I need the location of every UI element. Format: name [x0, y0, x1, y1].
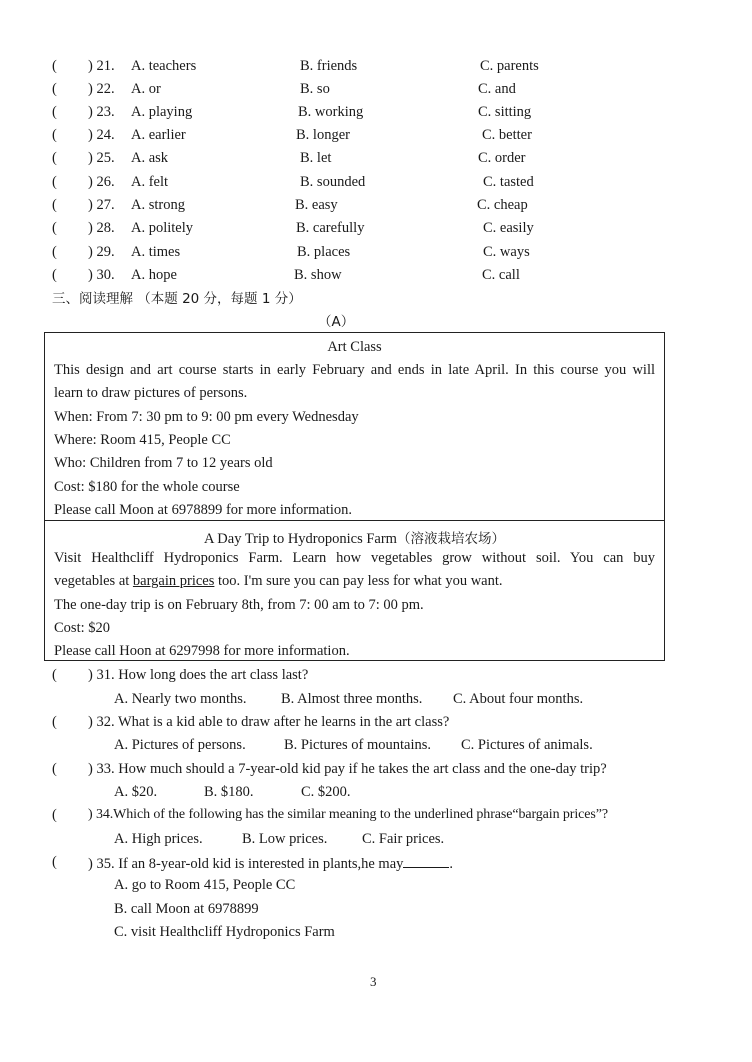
cloze-item — [0, 197, 752, 219]
answer-paren: ( — [52, 714, 75, 730]
cloze-item — [0, 267, 752, 289]
option-b: B. easy — [295, 197, 338, 213]
section-heading: 三、阅读理解 （本题 20 分，每题 1 分） — [52, 291, 302, 307]
option-a: A. times — [131, 244, 181, 260]
option-c: C. call — [482, 267, 520, 283]
option-c: C. order — [478, 150, 526, 166]
option-b: B. friends — [300, 58, 358, 74]
item-number: ) 22. — [88, 81, 115, 97]
question-stem: ) 34.Which of the following has the similar meaning to the underlined phrase“bargain prices”? — [88, 807, 608, 822]
art-class-when: When: From 7: 30 pm to 9: 00 pm every Wednesday — [54, 409, 359, 425]
option-a: A. Pictures of persons. — [114, 737, 246, 753]
day-trip-title: A Day Trip to Hydroponics Farm — [204, 531, 397, 547]
art-class-intro-line1: This design and art course starts in early February and ends in late April. In this course you will — [54, 362, 655, 378]
item-number: ) 21. — [88, 58, 115, 74]
option-c: C. Fair prices. — [362, 831, 445, 847]
question-stem-row — [88, 853, 453, 873]
item-number: ) 29. — [88, 244, 115, 260]
option-a: A. High prices. — [114, 831, 203, 847]
option-a: A. politely — [131, 220, 194, 236]
item-number: ) 24. — [88, 127, 115, 143]
cloze-item — [0, 127, 752, 149]
day-trip-box — [44, 520, 665, 661]
option-b: B. so — [300, 81, 330, 97]
option-b: B. carefully — [296, 220, 365, 236]
day-trip-line1: Visit Healthcliff Hydroponics Farm. Learn how vegetables grow without soil. You can buy — [54, 550, 655, 566]
cloze-item — [0, 104, 752, 126]
cloze-item — [0, 244, 752, 266]
option-c: C. About four months. — [453, 691, 584, 707]
answer-paren: ( — [52, 761, 75, 777]
art-class-title: Art Class — [327, 339, 382, 355]
option-a: A. ask — [131, 150, 169, 166]
answer-paren: ( — [52, 854, 75, 870]
art-class-where: Where: Room 415, People CC — [54, 432, 231, 448]
day-trip-line2-pre: vegetables at — [54, 573, 130, 589]
answer-paren: ( — [52, 127, 75, 143]
question-stem-end: . — [449, 856, 454, 872]
option-b: B. show — [294, 267, 342, 283]
answer-paren: ( — [52, 244, 75, 260]
answer-paren: ( — [52, 267, 75, 283]
cloze-item — [0, 174, 752, 196]
option-c: C. tasted — [483, 174, 534, 190]
option-a: A. earlier — [131, 127, 186, 143]
day-trip-date: The one-day trip is on February 8th, from 7: 00 am to 7: 00 pm. — [54, 597, 424, 613]
item-number: ) 25. — [88, 150, 115, 166]
answer-paren: ( — [52, 150, 75, 166]
option-a: A. playing — [131, 104, 193, 120]
art-class-contact: Please call Moon at 6978899 for more information. — [54, 502, 352, 518]
option-b: B. call Moon at 6978899 — [114, 901, 259, 917]
page-number: 3 — [370, 974, 377, 989]
day-trip-line2 — [54, 573, 503, 590]
item-number: ) 27. — [88, 197, 115, 213]
answer-blank[interactable] — [403, 853, 449, 868]
day-trip-title-row — [45, 527, 664, 548]
cloze-item — [0, 150, 752, 172]
option-a: A. strong — [131, 197, 185, 213]
option-a: A. felt — [131, 174, 169, 190]
option-b: B. longer — [296, 127, 350, 143]
answer-paren: ( — [52, 807, 75, 823]
option-a: A. hope — [131, 267, 177, 283]
item-number: ) 28. — [88, 220, 115, 236]
option-c: C. visit Healthcliff Hydroponics Farm — [114, 924, 335, 940]
day-trip-line2-post: too. I'm sure you can pay less for what you want. — [218, 573, 503, 589]
option-a: A. or — [131, 81, 161, 97]
option-a: A. teachers — [131, 58, 197, 74]
art-class-who: Who: Children from 7 to 12 years old — [54, 455, 273, 471]
question-stem: ) 31. How long does the art class last? — [88, 667, 309, 683]
question-stem: ) 32. What is a kid able to draw after he learns in the art class? — [88, 714, 450, 730]
day-trip-title-cn: （溶液栽培农场） — [396, 531, 505, 547]
cloze-item — [0, 220, 752, 242]
answer-paren: ( — [52, 174, 75, 190]
answer-paren: ( — [52, 220, 75, 236]
underlined-phrase: bargain prices — [132, 573, 215, 589]
answer-paren: ( — [52, 81, 75, 97]
option-a: A. $20. — [114, 784, 158, 800]
item-number: ) 23. — [88, 104, 115, 120]
cloze-item — [0, 81, 752, 103]
question-stem: ) 33. How much should a 7-year-old kid pay if he takes the art class and the one-day trip? — [88, 761, 607, 777]
passage-label: （A） — [318, 314, 355, 330]
option-b: B. sounded — [300, 174, 366, 190]
cloze-item — [0, 58, 752, 80]
option-c: C. parents — [480, 58, 539, 74]
option-b: B. places — [297, 244, 351, 260]
option-b: B. Pictures of mountains. — [284, 737, 432, 753]
option-a: A. go to Room 415, People CC — [114, 877, 296, 893]
option-c: C. cheap — [477, 197, 528, 213]
option-c: C. $200. — [301, 784, 351, 800]
answer-paren: ( — [52, 104, 75, 120]
question-stem: ) 35. If an 8-year-old kid is interested in plants,he may — [88, 856, 404, 872]
option-b: B. $180. — [204, 784, 254, 800]
answer-paren: ( — [52, 667, 75, 683]
item-number: ) 30. — [88, 267, 115, 283]
art-class-cost: Cost: $180 for the whole course — [54, 479, 240, 495]
option-b: B. let — [300, 150, 332, 166]
answer-paren: ( — [52, 197, 75, 213]
option-c: C. and — [478, 81, 516, 97]
option-b: B. working — [298, 104, 364, 120]
option-c: C. better — [482, 127, 532, 143]
answer-paren: ( — [52, 58, 75, 74]
option-c: C. sitting — [478, 104, 532, 120]
day-trip-cost: Cost: $20 — [54, 620, 110, 636]
option-a: A. Nearly two months. — [114, 691, 247, 707]
day-trip-contact: Please call Hoon at 6297998 for more information. — [54, 643, 350, 659]
art-class-intro-line2: learn to draw pictures of persons. — [54, 385, 248, 401]
option-b: B. Almost three months. — [281, 691, 423, 707]
option-c: C. Pictures of animals. — [461, 737, 593, 753]
option-b: B. Low prices. — [242, 831, 328, 847]
item-number: ) 26. — [88, 174, 115, 190]
option-c: C. easily — [483, 220, 534, 236]
art-class-box — [44, 332, 665, 521]
option-c: C. ways — [483, 244, 530, 260]
